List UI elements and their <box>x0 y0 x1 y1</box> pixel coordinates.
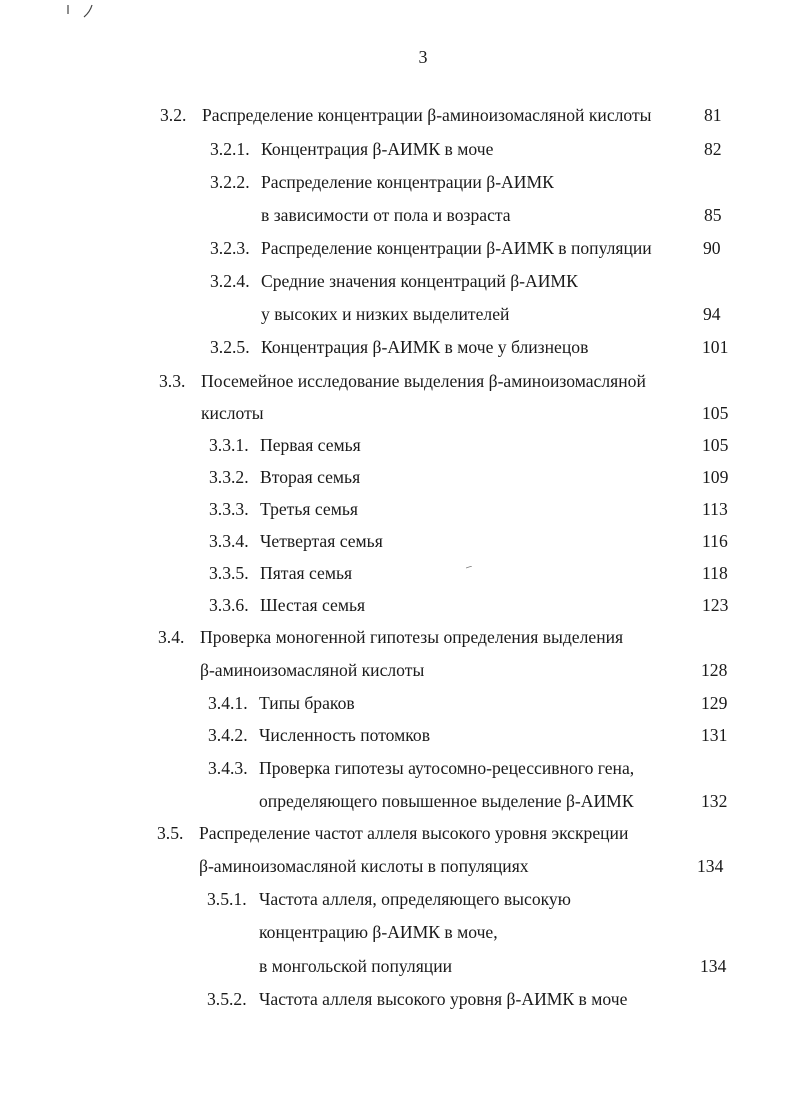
toc-entry-title: Вторая семья <box>260 467 361 487</box>
toc-page-3-3-3: 113 <box>702 499 728 519</box>
toc-entry-title: Распределение концентрации β-аминоизомасляной кислоты <box>202 105 652 125</box>
toc-page-3-2-1: 82 <box>704 139 722 159</box>
toc-entry-title: Концентрация β-АИМК в моче у близнецов <box>261 337 589 357</box>
toc-page-3-3-1: 105 <box>702 435 729 455</box>
toc-entry-number: 3.4.3. <box>208 758 248 778</box>
toc-page-3-4-3: 132 <box>701 791 728 811</box>
toc-entry-title: Проверка гипотезы аутосомно-рецессивного гена, <box>259 758 635 778</box>
toc-entry-title: определяющего повышенное выделение β-АИМК <box>259 791 634 811</box>
toc-page-3-4-1: 129 <box>701 693 728 713</box>
toc-entry-title: Частота аллеля высокого уровня β-АИМК в моче <box>259 989 628 1009</box>
toc-entry-title: Средние значения концентраций β-АИМК <box>261 271 578 291</box>
toc-entry-title: Распределение концентрации β-АИМК в популяции <box>261 238 652 258</box>
toc-entry-title: Численность потомков <box>259 725 431 745</box>
toc-entry-title: β-аминоизомасляной кислоты <box>200 660 425 680</box>
toc-entry-number: 3.3.6. <box>209 595 249 615</box>
toc-entry-title: Концентрация β-АИМК в моче <box>261 139 494 159</box>
toc-entry-number: 3.3.1. <box>209 435 249 455</box>
toc-entry-number: 3.3. <box>159 371 186 391</box>
page-number: 3 <box>418 47 428 67</box>
toc-page-3-3-2: 109 <box>702 467 729 487</box>
toc-entry-number: 3.5.1. <box>207 889 247 909</box>
toc-entry-number: 3.4.2. <box>208 725 248 745</box>
toc-entry-title: Проверка моногенной гипотезы определения выделения <box>200 627 624 647</box>
toc-page-3-3-4: 116 <box>702 531 728 551</box>
scan-speck <box>466 566 472 569</box>
toc-entry-title: в зависимости от пола и возраста <box>261 205 511 225</box>
toc-entry-title: Распределение частот аллеля высокого уровня экскреции <box>199 823 629 843</box>
toc-entry-title: Пятая семья <box>260 563 353 583</box>
toc-entry-title: Третья семья <box>260 499 358 519</box>
toc-entry-number: 3.4. <box>158 627 185 647</box>
toc-entry-title: β-аминоизомасляной кислоты в популяциях <box>199 856 529 876</box>
toc-entry-title: у высоких и низких выделителей <box>261 304 510 324</box>
toc-entry-number: 3.2.3. <box>210 238 250 258</box>
toc-page-3-2-3: 90 <box>703 238 721 258</box>
toc-entry-number: 3.3.3. <box>209 499 249 519</box>
toc-entry-number: 3.2.4. <box>210 271 250 291</box>
toc-entry-title: Первая семья <box>260 435 361 455</box>
toc-page-3-5-1: 134 <box>700 956 727 976</box>
toc-page-3-3-5: 118 <box>702 563 728 583</box>
toc-entry-number: 3.2.1. <box>210 139 250 159</box>
toc-entry-title: Распределение концентрации β-АИМК <box>261 172 554 192</box>
toc-entry-title: Частота аллеля, определяющего высокую <box>259 889 571 909</box>
toc-page-3-3-6: 123 <box>702 595 729 615</box>
toc-entry-title: Шестая семья <box>260 595 366 615</box>
toc-entry-title: кислоты <box>201 403 264 423</box>
toc-entry-number: 3.5. <box>157 823 184 843</box>
toc-page-3-4-2: 131 <box>701 725 728 745</box>
toc-entry-number: 3.5.2. <box>207 989 247 1009</box>
toc-entry-number: 3.2. <box>160 105 187 125</box>
toc-page-3-2-5: 101 <box>702 337 729 357</box>
toc-entry-number: 3.2.2. <box>210 172 250 192</box>
toc-entry-number: 3.3.5. <box>209 563 249 583</box>
toc-entry-title: в монгольской популяции <box>259 956 453 976</box>
toc-entry-number: 3.4.1. <box>208 693 248 713</box>
scan-corner-mark <box>64 2 98 20</box>
toc-entry-title: Четвертая семья <box>260 531 383 551</box>
toc-page-3-3: 105 <box>702 403 729 423</box>
toc-page-3-5: 134 <box>697 856 724 876</box>
toc-page-3-2: 81 <box>704 105 722 125</box>
toc-entry-number: 3.2.5. <box>210 337 250 357</box>
toc-entry-title: Посемейное исследование выделения β-аминоизомасляной <box>201 371 646 391</box>
toc-page-3-2-2: 85 <box>704 205 722 225</box>
toc-entry-title: Типы браков <box>259 693 355 713</box>
toc-page-3-4: 128 <box>701 660 728 680</box>
toc-entry-number: 3.3.2. <box>209 467 249 487</box>
toc-entry-title: концентрацию β-АИМК в моче, <box>259 922 498 942</box>
toc-page-3-2-4: 94 <box>703 304 721 324</box>
toc-entry-number: 3.3.4. <box>209 531 249 551</box>
